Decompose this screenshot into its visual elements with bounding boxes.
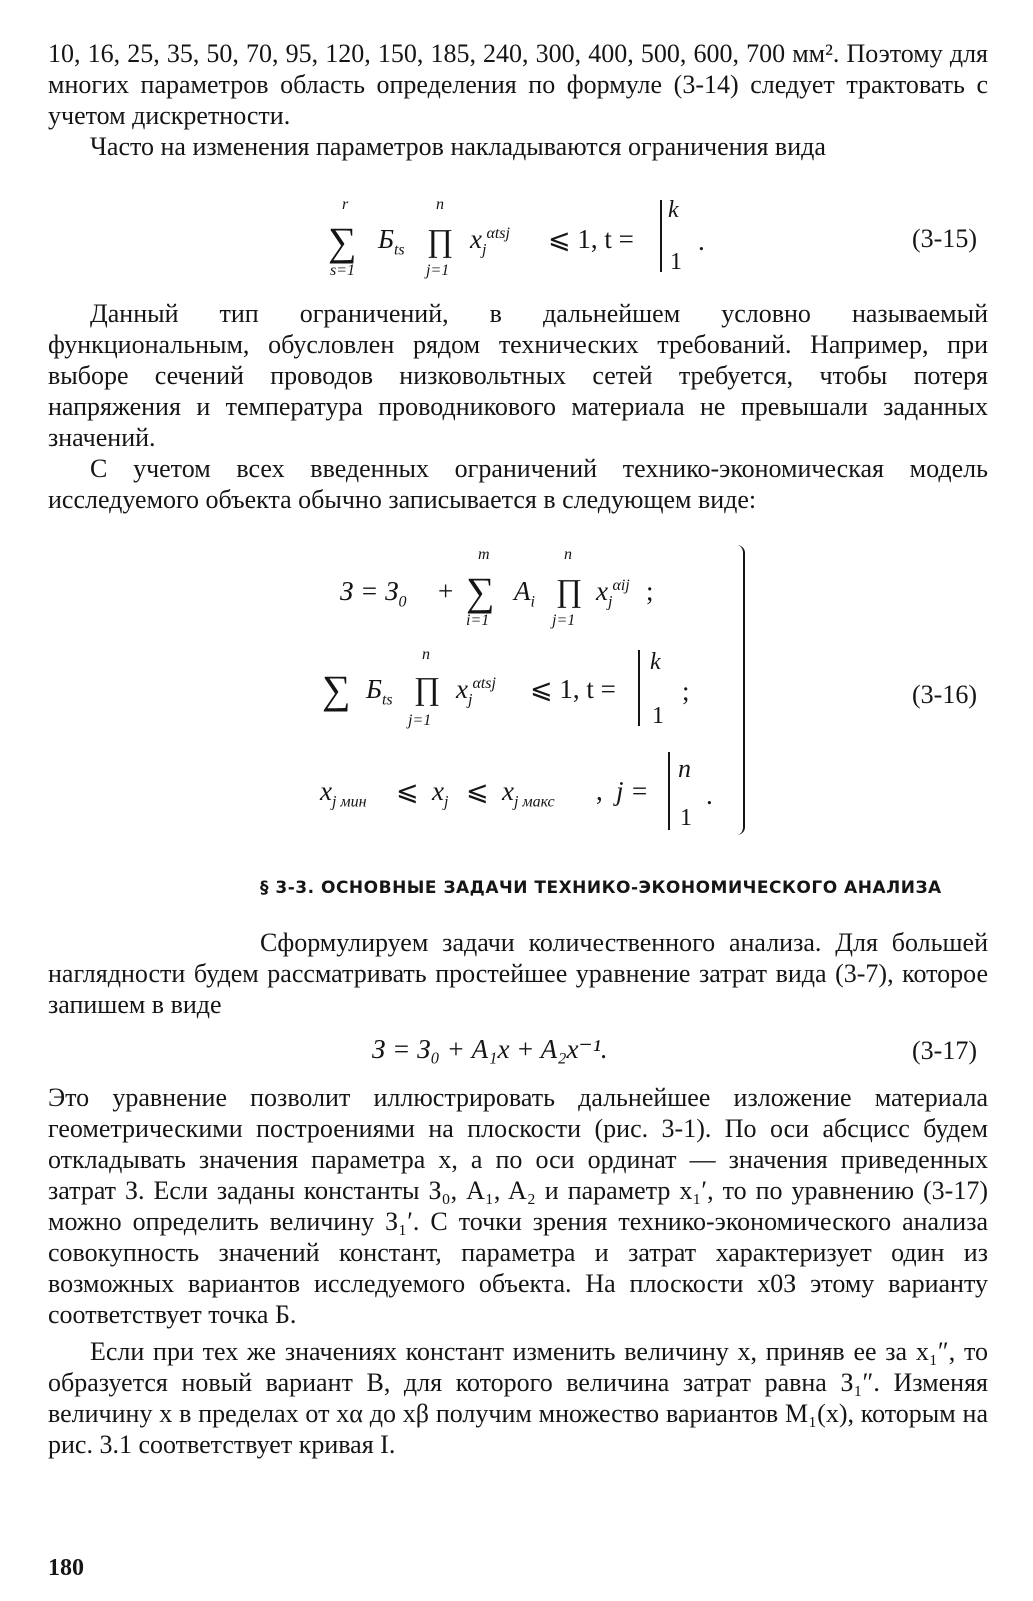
line2-relation: ⩽ 1, t =	[530, 674, 616, 704]
line1-lhs-sub: 0	[398, 593, 407, 611]
line3-a-sub: j мин	[331, 793, 367, 811]
bar-top: k	[668, 197, 679, 223]
prod-lower: j=1	[426, 262, 450, 279]
text-block-section	[48, 927, 988, 1020]
text-block-bottom	[48, 1082, 988, 1460]
line3-rel2: ⩽	[466, 776, 489, 806]
line1-term: A	[514, 576, 531, 606]
term-b-sub: ts	[393, 241, 405, 259]
line2-base-sub: j	[467, 691, 473, 709]
line2-term-sub: ts	[381, 691, 393, 709]
line2-bar-bottom: 1	[652, 703, 664, 729]
line2-end: ;	[682, 676, 690, 706]
system-brace	[733, 545, 745, 835]
line1-exponent: αij	[612, 577, 630, 594]
line1-sum-upper: m	[478, 546, 490, 563]
product-symbol: ∏	[556, 572, 583, 608]
paragraph-3: Данный тип ограничений, в дальнейшем условно называемый функциональным, обусловлен рядом технических требований. Например, при выборе сечений проводов низковольтных сетей требуется, чтобы потеря напряжения и температура проводникового материала не превышали заданных значений.	[48, 299, 988, 452]
paragraph-4: С учетом всех введенных ограничений технико-экономическая модель исследуемого объекта обычно записывается в следующем виде:	[48, 454, 988, 514]
line1-sum-lower: i=1	[466, 612, 490, 629]
sum-lower: s=1	[330, 262, 356, 279]
line3-sep: ,	[596, 776, 603, 806]
base-x: x	[470, 224, 482, 254]
product-symbol: ∏	[427, 222, 454, 258]
line2-prod-upper: n	[422, 646, 430, 663]
line3-a: x	[320, 776, 332, 806]
paragraph-1: 10, 16, 25, 35, 50, 70, 95, 120, 150, 185, 240, 300, 400, 500, 600, 700 мм². Поэтому для многих параметров область определения по формуле (3-14) следует трактовать с учетом дискретности.	[48, 39, 988, 130]
equation-number-3-17: (3-17)	[912, 1036, 977, 1065]
line2-prod-lower: j=1	[408, 712, 432, 729]
sum-symbol: ∑	[466, 569, 495, 614]
line3-c: x	[502, 776, 514, 806]
line2-term: Б	[366, 674, 382, 704]
line2-base: x	[456, 674, 468, 704]
line1-plus: +	[438, 576, 454, 606]
line1-prod-upper: n	[564, 546, 572, 563]
line2-substitution-bar	[638, 650, 640, 726]
paragraph-5: Сформулируем задачи количественного анализа. Для большей наглядности будем рассматривать простейшее уравнение затрат вида (3-7), которое запишем в виде	[48, 928, 988, 1019]
line3-substitution-bar	[668, 752, 670, 830]
sum-symbol: ∑	[328, 219, 357, 264]
line3-bar-top: n	[678, 754, 691, 783]
text-block-middle	[48, 298, 988, 515]
line3-b-sub: j	[443, 793, 449, 811]
section-heading: § 3-3. ОСНОВНЫЕ ЗАДАЧИ ТЕХНИКО-ЭКОНОМИЧЕСКОГО АНАЛИЗА	[260, 878, 942, 898]
line3-c-sub: j макс	[513, 793, 555, 811]
line1-end: ;	[646, 576, 654, 606]
term-b: Б	[378, 224, 394, 254]
sum-upper: r	[342, 196, 349, 213]
paragraph-7: Если при тех же значениях констант изменить величину x, приняв ее за x₁″, то образуется новый вариант В, для которого величина затрат равна З₁″. Изменяя величину x в пределах от xα до xβ получим множество вариантов M₁(x), которым на рис. 3.1 соответствует кривая I.	[48, 1337, 988, 1459]
equation-number-3-15: (3-15)	[912, 224, 977, 253]
substitution-bar	[660, 200, 662, 272]
line3-j: j =	[616, 776, 649, 806]
page-number: 180	[48, 1555, 84, 1581]
paragraph-2: Часто на изменения параметров накладываются ограничения вида	[90, 132, 826, 161]
line3-bar-bottom: 1	[680, 805, 692, 831]
eq-end: .	[698, 226, 705, 256]
line1-base-sub: j	[607, 593, 613, 611]
paragraph-6: Это уравнение позволит иллюстрировать дальнейшее изложение материала геометрическими построениями на плоскости (рис. 3-1). По оси абсцисс будем откладывать значения параметра x, а по оси ординат — значения приведенных затрат З. Если заданы константы З₀, A₁, A₂ и параметр x₁′, то по уравнению (3-17) можно определить величину З₁′. С точки зрения технико-экономического анализа совокупность значений констант, параметра и затрат характеризует один из возможных вариантов исследуемого объекта. На плоскости x0З этому варианту соответствует точка Б.	[48, 1083, 988, 1329]
line1-prod-lower: j=1	[552, 612, 576, 629]
product-symbol: ∏	[414, 670, 441, 706]
line1-term-sub: i	[530, 593, 535, 611]
line2-exponent: αtsj	[472, 675, 496, 692]
exponent: αtsj	[486, 225, 510, 242]
base-x-sub: j	[481, 241, 487, 259]
bar-bottom: 1	[670, 249, 682, 275]
text-block-top	[48, 38, 988, 162]
line3-rel1: ⩽	[396, 776, 419, 806]
prod-upper: n	[436, 196, 444, 213]
relation: ⩽ 1, t =	[548, 224, 634, 254]
equation-number-3-16: (3-16)	[912, 680, 977, 709]
line1-lhs: З = З	[340, 576, 399, 606]
line1-base: x	[596, 576, 608, 606]
sum-symbol: ∑	[322, 667, 351, 712]
line3-b: x	[432, 776, 444, 806]
equation-3-17: З = З₀ + A₁x + A₂x⁻¹.	[372, 1034, 608, 1064]
line3-end: .	[706, 780, 713, 810]
line2-bar-top: k	[650, 649, 661, 675]
